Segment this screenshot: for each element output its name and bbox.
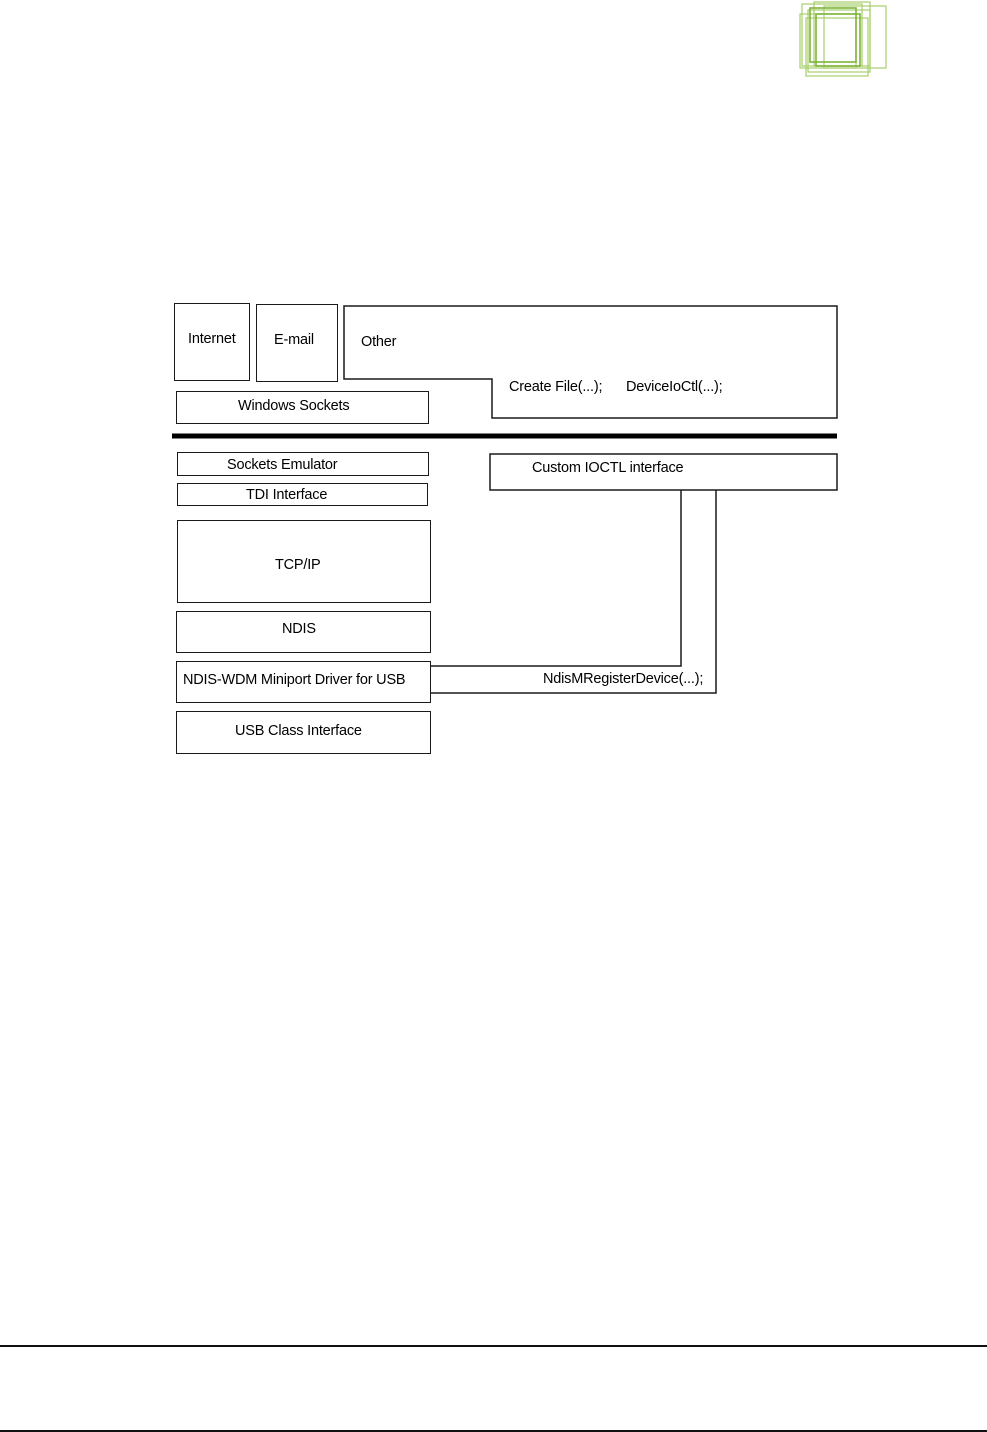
tdi-interface-label: TDI Interface [246, 487, 328, 503]
register-device-label: NdisMRegisterDevice(...); [543, 671, 704, 687]
miniport-driver-label: NDIS-WDM Miniport Driver for USB [183, 672, 406, 688]
create-file-call: Create File(...); [509, 379, 603, 395]
custom-ioctl-label: Custom IOCTL interface [532, 460, 684, 476]
internet-label: Internet [188, 331, 236, 347]
usb-class-interface-label: USB Class Interface [235, 723, 362, 739]
email-label: E-mail [274, 332, 314, 348]
footer-top-rule [0, 1345, 987, 1347]
ioctl-connector-inner [430, 490, 681, 666]
ndis-label: NDIS [282, 621, 316, 637]
windows-sockets-label: Windows Sockets [238, 398, 350, 414]
driver-architecture-diagram [166, 288, 850, 764]
overlapping-squares-logo-icon [796, 0, 892, 84]
device-io-ctl-call: DeviceIoCtl(...); [626, 379, 723, 395]
footer-bottom-rule [0, 1430, 987, 1432]
other-label: Other [361, 334, 397, 350]
tcp-ip-label: TCP/IP [275, 557, 321, 573]
sockets-emulator-label: Sockets Emulator [227, 457, 338, 473]
ioctl-connector-outer [430, 490, 716, 693]
